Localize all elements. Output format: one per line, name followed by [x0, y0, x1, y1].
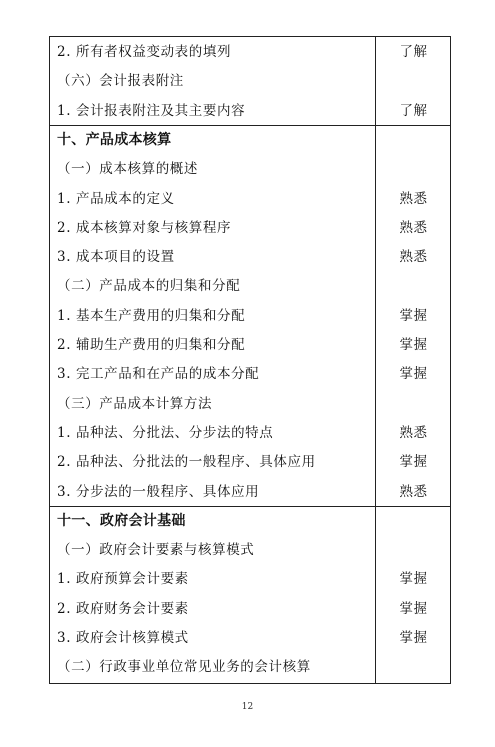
requirement-level: 熟悉 — [399, 219, 428, 236]
table-row — [50, 390, 450, 419]
topic-text: 3. 完工产品和在产品的成本分配 — [57, 366, 260, 383]
requirement-level: 掌握 — [399, 600, 428, 617]
table-row — [50, 38, 450, 67]
topic-text: （一）成本核算的概述 — [57, 161, 198, 178]
requirement-level: 了解 — [399, 102, 428, 119]
requirement-level: 掌握 — [399, 454, 428, 471]
section-heading-row — [50, 507, 450, 536]
table-row — [50, 419, 450, 448]
table-row — [50, 448, 450, 477]
section-heading-row — [50, 126, 450, 155]
requirement-level: 熟悉 — [399, 249, 428, 266]
table-row — [50, 243, 450, 272]
table-row — [50, 302, 450, 331]
requirement-level: 掌握 — [399, 571, 428, 588]
table-row — [50, 185, 450, 214]
table-row — [50, 155, 450, 184]
table-row — [50, 331, 450, 360]
requirement-level: 掌握 — [399, 307, 428, 324]
topic-text: （二）产品成本的归集和分配 — [57, 278, 241, 295]
topic-text: （一）政府会计要素与核算模式 — [57, 542, 255, 559]
table-row — [50, 97, 450, 126]
topic-text: 2. 辅助生产费用的归集和分配 — [57, 337, 246, 353]
topic-text: 2. 品种法、分批法的一般程序、具体应用 — [57, 454, 316, 471]
topic-text: （二）行政事业单位常见业务的会计核算 — [57, 659, 311, 676]
table-row — [50, 214, 450, 243]
topic-text: 1. 产品成本的定义 — [57, 190, 175, 207]
table-row — [50, 595, 450, 624]
requirement-level: 掌握 — [399, 366, 428, 383]
topic-text: 2. 所有者权益变动表的填列 — [57, 44, 232, 60]
requirement-level: 了解 — [399, 44, 428, 60]
table-row — [50, 536, 450, 565]
requirement-level: 掌握 — [399, 630, 428, 646]
table-row — [50, 272, 450, 301]
topic-text: 3. 政府会计核算模式 — [57, 630, 189, 646]
topic-text: 3. 成本项目的设置 — [57, 249, 175, 266]
table-row — [50, 624, 450, 653]
table-row — [50, 360, 450, 389]
section-heading: 十、产品成本核算 — [57, 131, 172, 148]
topic-text: 1. 会计报表附注及其主要内容 — [57, 102, 246, 119]
topic-text: 3. 分步法的一般程序、具体应用 — [57, 483, 260, 500]
page-number: 12 — [241, 702, 254, 712]
requirement-level: 熟悉 — [399, 483, 428, 500]
table-row — [50, 478, 450, 507]
requirement-level: 熟悉 — [399, 190, 428, 207]
topic-text: 2. 成本核算对象与核算程序 — [57, 219, 232, 236]
topic-text: 1. 政府预算会计要素 — [57, 571, 189, 588]
requirement-level: 掌握 — [399, 337, 428, 353]
syllabus-table — [49, 36, 451, 684]
table-row — [50, 67, 450, 96]
table-row — [50, 653, 450, 682]
topic-text: （三）产品成本计算方法 — [57, 395, 213, 412]
topic-text: 2. 政府财务会计要素 — [57, 600, 189, 617]
topic-text: 1. 品种法、分批法、分步法的特点 — [57, 424, 274, 441]
table-row — [50, 565, 450, 594]
topic-text: （六）会计报表附注 — [57, 73, 184, 90]
requirement-level: 熟悉 — [399, 424, 428, 441]
topic-text: 1. 基本生产费用的归集和分配 — [57, 307, 246, 324]
section-heading: 十一、政府会计基础 — [57, 512, 186, 529]
